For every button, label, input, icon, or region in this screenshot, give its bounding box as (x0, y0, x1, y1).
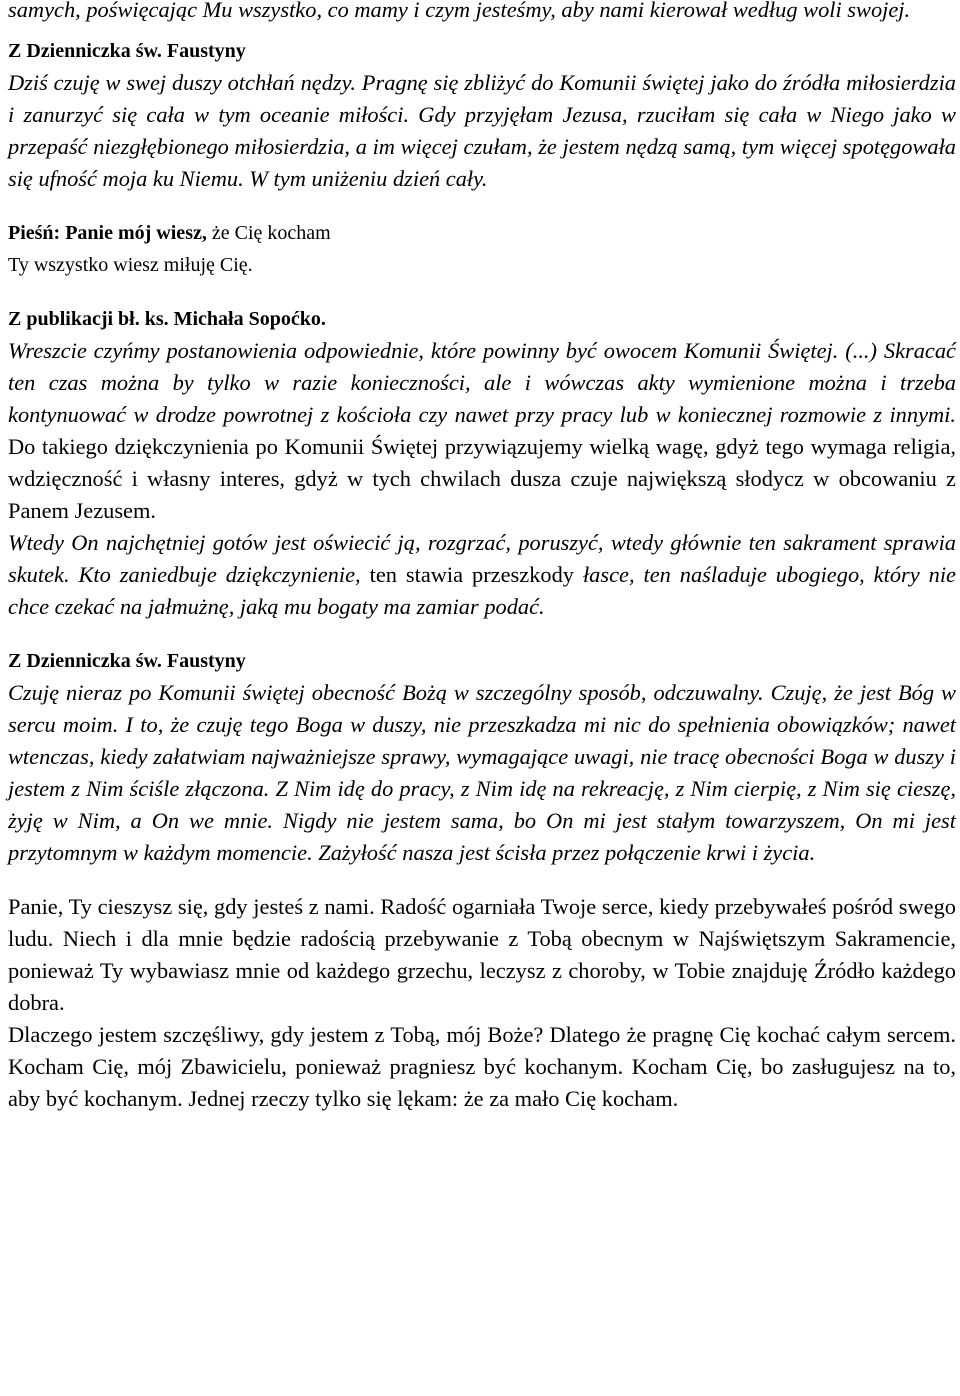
song-line-2: Ty wszystko wiesz miłuję Cię. (8, 254, 253, 276)
prayer-paragraph-1: Panie, Ty cieszysz się, gdy jesteś z nami. Radość ogarniała Twoje serce, kiedy przebywałeś pośród swego ludu. Niech i dla mnie będzie radością przebywanie z Tobą obecnym w Najświętszym Sakramencie, ponieważ Ty wybawiasz mnie od każdego grzechu, leczysz z choroby, w Tobie znajduję Źródło każdego dobra. (8, 894, 956, 1015)
sopocko-italic-text-2: Wtedy On najchętniej gotów jest oświecić ją, rozgrzać, poruszyć, wtedy głównie ten sakrament sprawia skutek. Kto zaniedbuje dziękczynienie, (8, 530, 956, 587)
section-heading-faustyna-1: Z Dzienniczka św. Faustyny (8, 40, 246, 62)
faustyna-quote-1: Dziś czuję w swej duszy otchłań nędzy. Pragnę się zbliżyć do Komunii świętej jako do źródła miłosierdzia i zanurzyć się cała w tym oceanie miłości. Gdy przyjęłam Jezusa, rzuciłam się cała w Niego jako w przepaść niezgłębionego miłosierdzia, a im więcej czułam, że jestem nędzą samą, tym więcej spotęgowała się ufność moja ku Niemu. W tym uniżeniu dzień cały. (8, 70, 956, 191)
faustyna-quote-2: Czuję nieraz po Komunii świętej obecność Bożą w szczególny sposób, odczuwalny. Czuję, że jest Bóg w sercu moim. I to, że czuję tego Boga w duszy, nie przeszkadza mi nic do spełnienia obowiązków; nawet wtenczas, kiedy załatwiam najważniejsze sprawy, wymagające uwagi, nie tracę obecności Boga w duszy i jestem z Nim ściśle złączona. Z Nim idę do pracy, z Nim idę na rekreację, z Nim cierpię, z Nim się cieszę, żyję w Nim, a On we mnie. Nigdy nie jestem sama, bo On mi jest stałym towarzyszem, On mi jest przytomnym w każdym momencie. Zażyłość nasza jest ścisła przez połączenie krwi i życia. (8, 680, 956, 865)
song-label: Pieśń: Panie mój wiesz, (8, 222, 207, 244)
intro-paragraph: samych, poświęcając Mu wszystko, co mamy i czym jesteśmy, aby nami kierował według woli swojej. (8, 0, 911, 22)
sopocko-plain-text-2: ten stawia przeszkody (369, 562, 574, 587)
song-label-rest: że Cię kocham (211, 222, 331, 244)
sopocko-paragraph-1 (8, 335, 956, 527)
sopocko-italic-text: Wreszcie czyńmy postanowienia odpowiednie, które powinny być owocem Komunii Świętej. (...) Skracać ten czas można by tylko w razie konieczności, ale i wówczas akty wymienione można i trzeba kontynuować w drodze powrotnej z kościoła czy nawet przy pracy lub w koniecznej rozmowie z innymi. (8, 338, 956, 427)
sopocko-plain-text: Do takiego dziękczynienia po Komunii Świętej przywiązujemy wielką wagę, gdyż tego wymaga religia, wdzięczność i własny interes, gdyż w tych chwilach dusza czuje największą słodycz w obcowaniu z Panem Jezusem. (8, 434, 956, 523)
section-heading-faustyna-2: Z Dzienniczka św. Faustyny (8, 650, 246, 672)
sopocko-italic-text-3: łasce, ten naśladuje ubogiego, który nie chce czekać na jałmużnę, jaką mu bogaty ma zamiar podać. (8, 562, 956, 619)
section-heading-sopocko: Z publikacji bł. ks. Michała Sopoćko. (8, 308, 326, 330)
song-title (8, 217, 956, 249)
sopocko-paragraph-2 (8, 527, 956, 623)
prayer-paragraph-2: Dlaczego jestem szczęśliwy, gdy jestem z Tobą, mój Boże? Dlatego że pragnę Cię kochać całym sercem. Kocham Cię, mój Zbawicielu, ponieważ pragniesz być kochanym. Kocham Cię, bo zasługujesz na to, aby być kochanym. Jednej rzeczy tylko się lękam: że za mało Cię kocham. (8, 1022, 956, 1111)
